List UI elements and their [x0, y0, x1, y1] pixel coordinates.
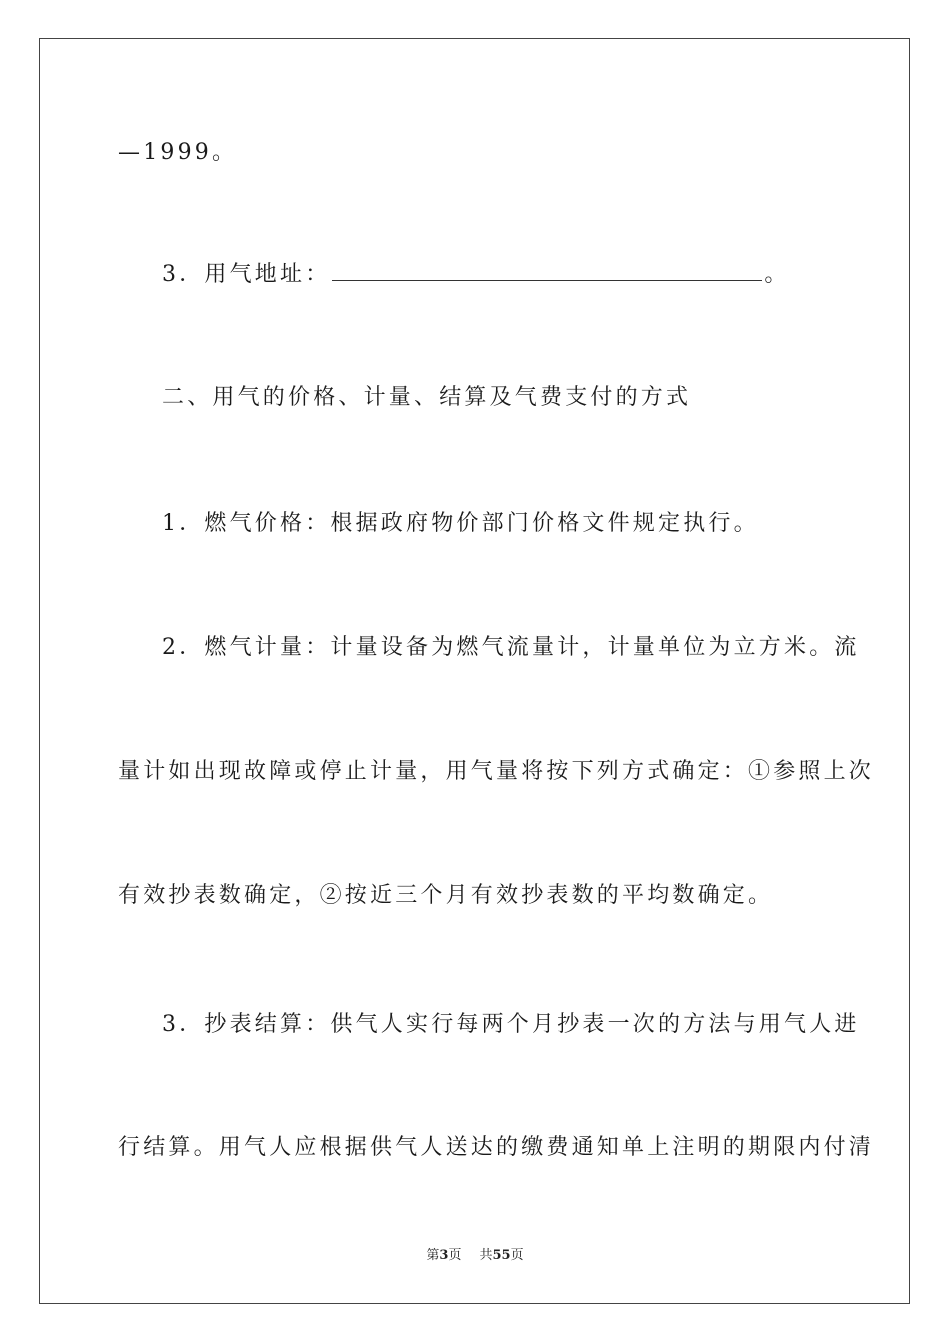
footer-current-page: 3	[439, 1248, 449, 1263]
text-line-1: —1999。	[118, 140, 238, 165]
address-line	[162, 260, 790, 290]
text-line-billing-2: 行结算。用气人应根据供气人送达的缴费通知单上注明的期限内付清	[118, 1135, 875, 1160]
address-label: 3．用气地址：	[162, 262, 331, 287]
footer-total-suffix: 页	[510, 1248, 524, 1263]
text-line-price: 1．燃气价格：根据政府物价部门价格文件规定执行。	[162, 511, 759, 536]
footer-total-pages: 55	[492, 1248, 511, 1263]
footer-prefix: 第	[426, 1248, 440, 1263]
page-footer	[0, 1247, 950, 1265]
address-end: 。	[764, 262, 790, 287]
footer-total-prefix: 共	[479, 1248, 493, 1263]
text-line-metering-2: 量计如出现故障或停止计量，用气量将按下列方式确定：①参照上次	[118, 759, 875, 784]
text-line-metering-3: 有效抄表数确定，②按近三个月有效抄表数的平均数确定。	[118, 883, 774, 908]
text-line-billing-1: 3．抄表结算：供气人实行每两个月抄表一次的方法与用气人进	[162, 1012, 860, 1037]
section-heading: 二、用气的价格、计量、结算及气费支付的方式	[162, 385, 692, 410]
text-line-metering-1: 2．燃气计量：计量设备为燃气流量计，计量单位为立方米。流	[162, 635, 860, 660]
address-blank-field[interactable]	[332, 260, 762, 281]
page-border	[39, 38, 910, 1304]
footer-page-suffix: 页	[448, 1248, 462, 1263]
